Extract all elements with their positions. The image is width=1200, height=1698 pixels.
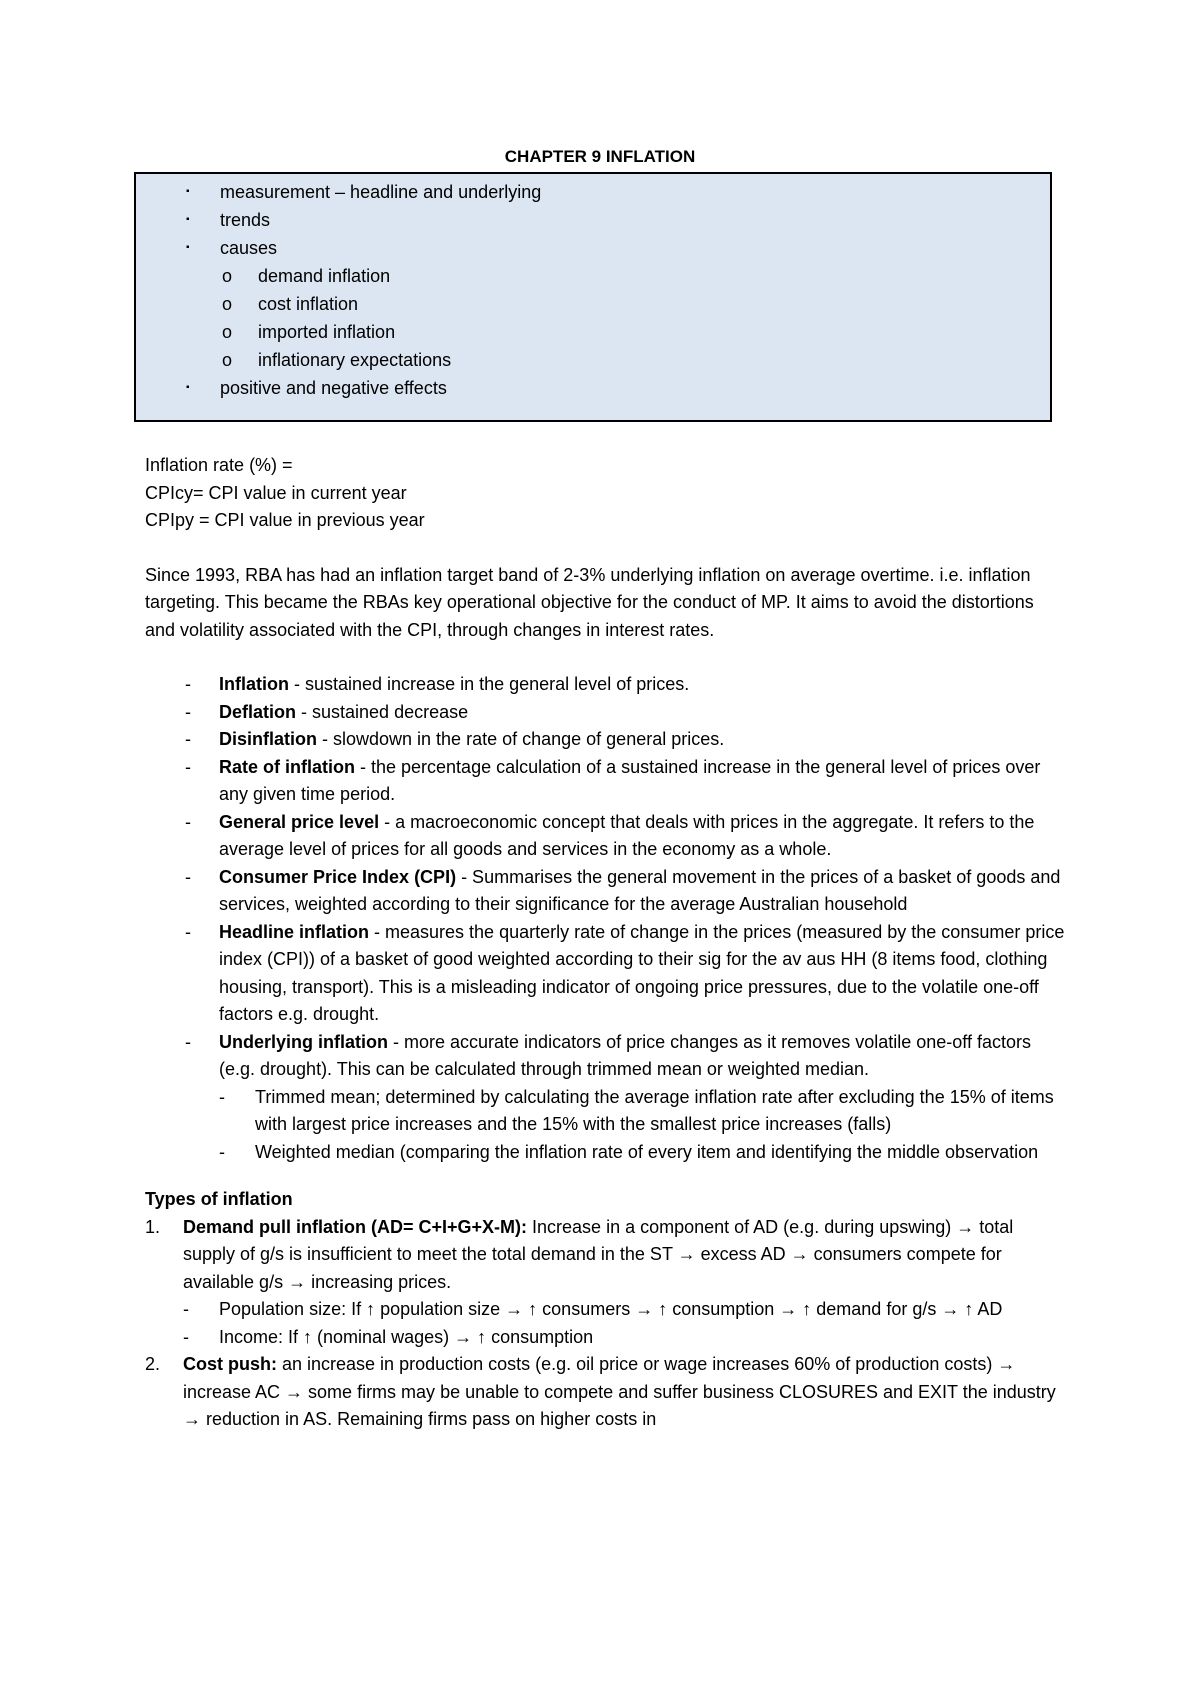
definition-text: - measures the quarterly rate of change in the prices (measured by the consumer price index (CPI)) of a basket of good weighted according to their sig for the av aus HH (8 items food, clothing housing, transport). This is a misleading indicator of ongoing price pressures, due to the volatile one-off factors e.g. drought.	[219, 921, 1065, 1024]
definition-text: - slowdown in the rate of change of general prices.	[317, 729, 725, 749]
list-number: 2.	[145, 1354, 161, 1374]
topic-subtext: imported inflation	[258, 322, 396, 342]
dash-bullet-icon: -	[183, 1326, 189, 1347]
inflation-types-list	[145, 1214, 1065, 1434]
circle-bullet-icon: o	[222, 322, 233, 342]
dash-bullet-icon: -	[219, 1086, 225, 1107]
topic-subtext: cost inflation	[258, 294, 359, 314]
type-term: Demand pull inflation (AD= C+I+G+X-M):	[183, 1216, 528, 1237]
topic-subitem	[136, 290, 1050, 318]
definition-term: Consumer Price Index (CPI)	[219, 866, 457, 887]
definition-text: - the percentage calculation of a sustained increase in the general level of prices over any given time period.	[219, 756, 1041, 804]
factor-item	[183, 1324, 1065, 1352]
definition-text: - Summarises the general movement in the prices of a basket of goods and services, weighted according to their significance for the average Australian household	[219, 866, 1061, 914]
section-heading	[145, 1186, 1065, 1214]
topic-text: positive and negative effects	[220, 378, 447, 398]
dash-bullet-icon: -	[185, 921, 191, 942]
definition-item	[145, 864, 1065, 919]
formula-line: CPIcy= CPI value in current year	[145, 482, 407, 503]
definition-text: - a macroeconomic concept that deals with prices in the aggregate. It refers to the average level of prices for all goods and services in the economy as a whole.	[219, 811, 1035, 859]
topic-subitem	[136, 262, 1050, 290]
dash-bullet-icon: -	[219, 1141, 225, 1162]
topic-item	[136, 234, 1050, 262]
dash-bullet-icon: -	[183, 1299, 189, 1319]
definition-text: - sustained decrease	[296, 701, 469, 722]
topic-subtext: demand inflation	[258, 266, 391, 286]
underlying-methods-list	[219, 1084, 1065, 1167]
square-bullet-icon: ▪	[186, 214, 190, 225]
definition-item	[145, 699, 1065, 727]
definition-item	[145, 726, 1065, 754]
factor-text: Population size: If ↑ population size → ↑ consumers → ↑ consumption → ↑ demand for g/s → ↑ AD	[219, 1299, 1003, 1319]
definition-item	[145, 809, 1065, 864]
definition-term: Deflation	[219, 701, 297, 722]
method-item	[219, 1139, 1065, 1167]
factor-item	[183, 1296, 1065, 1324]
definition-text: - sustained increase in the general level of prices.	[289, 674, 690, 694]
square-bullet-icon: ▪	[186, 242, 190, 253]
square-bullet-icon: ▪	[186, 186, 190, 197]
type-text: an increase in production costs (e.g. oil price or wage increases 60% of production costs) → increase AC → some firms may be unable to compete and suffer business CLOSURES and EXIT the industry → reduction in AS. Remaining firms pass on higher costs in	[183, 1354, 1056, 1429]
definition-term: Rate of inflation	[219, 756, 355, 777]
definition-item	[145, 1029, 1065, 1167]
list-number: 1.	[145, 1216, 161, 1237]
topic-item	[136, 178, 1050, 206]
dash-bullet-icon: -	[185, 701, 191, 722]
type-text: Increase in a component of AD (e.g. during upswing) → total supply of g/s is insufficient to meet the total demand in the ST → excess AD → consumers compete for available g/s → increasing prices.	[183, 1216, 1014, 1292]
topic-text: causes	[220, 238, 278, 258]
page-title: CHAPTER 9 INFLATION	[504, 147, 696, 166]
definitions-list	[145, 671, 1065, 1166]
inflation-target-paragraph: Since 1993, RBA has had an inflation target band of 2-3% underlying inflation on average overtime. i.e. inflation targeting. This became the RBAs key operational objective for the conduct of MP. It aims to avoid the distortions and volatility associated with the CPI, through changes in interest rates.	[145, 564, 1034, 640]
dash-bullet-icon: -	[185, 866, 191, 887]
factor-text: Income: If ↑ (nominal wages) → ↑ consumption	[219, 1326, 594, 1347]
topic-subtext: inflationary expectations	[258, 350, 452, 370]
section-heading-text: Types of inflation	[145, 1189, 293, 1209]
dash-bullet-icon: -	[185, 674, 191, 694]
demand-factors-list	[183, 1296, 1065, 1351]
definition-term: General price level	[219, 811, 380, 832]
inflation-type-item	[145, 1214, 1065, 1352]
definition-term: Inflation	[219, 674, 289, 694]
dash-bullet-icon: -	[185, 1031, 191, 1052]
topic-text: measurement – headline and underlying	[220, 182, 542, 202]
document-body	[145, 452, 1065, 1434]
circle-bullet-icon: o	[222, 294, 233, 314]
square-bullet-icon: ▪	[186, 382, 190, 393]
type-term: Cost push:	[183, 1354, 277, 1374]
topic-item	[136, 374, 1050, 402]
definition-text: - more accurate indicators of price changes as it removes volatile one-off factors (e.g. drought). This can be calculated through trimmed mean or weighted median.	[219, 1031, 1031, 1079]
circle-bullet-icon: o	[222, 350, 233, 370]
formula-line: CPIpy = CPI value in previous year	[145, 510, 425, 530]
topic-text: trends	[220, 210, 271, 230]
definition-item	[145, 671, 1065, 699]
formula-block	[145, 452, 1065, 535]
method-item	[219, 1084, 1065, 1139]
circle-bullet-icon: o	[222, 266, 233, 286]
topics-box	[134, 172, 1052, 422]
definition-term: Underlying inflation	[219, 1031, 388, 1052]
definition-term: Disinflation	[219, 729, 317, 749]
topic-subitem	[136, 318, 1050, 346]
topic-subitem	[136, 346, 1050, 374]
topic-item	[136, 206, 1050, 234]
definition-term: Headline inflation	[219, 921, 370, 942]
dash-bullet-icon: -	[185, 729, 191, 749]
method-text: Trimmed mean; determined by calculating the average inflation rate after excluding the 15% of items with largest price increases and the 15% with the smallest price increases (falls)	[255, 1086, 1054, 1134]
inflation-type-item	[145, 1351, 1065, 1434]
dash-bullet-icon: -	[185, 756, 191, 777]
formula-line: Inflation rate (%) =	[145, 455, 293, 475]
dash-bullet-icon: -	[185, 811, 191, 832]
definition-item	[145, 754, 1065, 809]
definition-item	[145, 919, 1065, 1029]
method-text: Weighted median (comparing the inflation rate of every item and identifying the middle observation	[255, 1141, 1039, 1162]
